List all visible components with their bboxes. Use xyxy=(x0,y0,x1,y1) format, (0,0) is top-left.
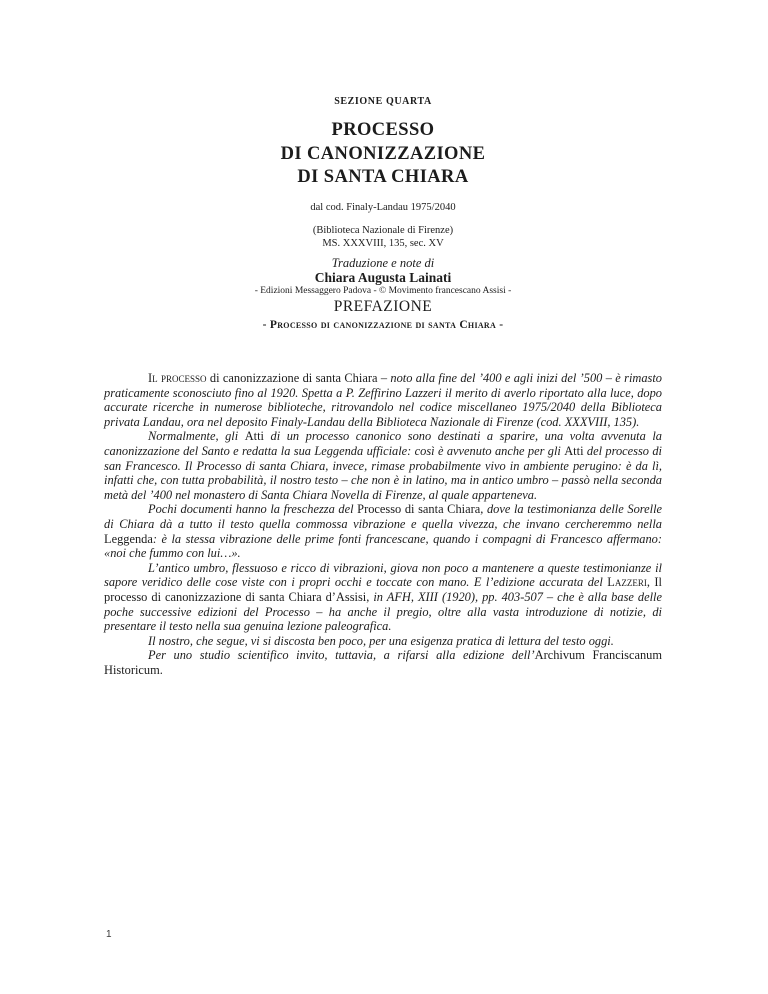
text-segment: in AFH, XIII (1920), pp. 403-507 – che è alla base delle poche successive edizioni del Processo – ha anche il pregio, oltre alla vasta introduzione di notizie, di presentare il testo nella sua genuina lezione paleografica. xyxy=(104,589,662,634)
text-segment: Atti xyxy=(244,429,264,444)
preface-paragraph xyxy=(104,634,662,649)
preface-subtitle: - Processo di canonizzazione di santa Chiara - xyxy=(262,319,504,331)
text-segment: L’antico umbro, flessuoso e ricco di vibrazioni, giova non poco a mantenere a queste testimonianze il sapore veridico delle cose viste con i propri occhi e toccate con mano. E l’edizione accurata del xyxy=(104,560,662,590)
text-segment: Pochi documenti hanno la freschezza del xyxy=(148,502,358,517)
manuscript-source: dal cod. Finaly-Landau 1975/2040 xyxy=(310,202,456,213)
preface-paragraph xyxy=(104,502,662,560)
title-line-1: PROCESSO xyxy=(331,120,435,140)
title-line-2: DI CANONIZZAZIONE xyxy=(280,143,486,164)
text-segment: : è la stessa vibrazione delle prime fonti francescane, quando i compagni di Francesco affermano: «noi che fummo con lui…». xyxy=(104,531,662,561)
text-segment: Archivum Franciscanum Historicum. xyxy=(104,648,662,677)
preface-paragraphs xyxy=(104,371,662,677)
preface-paragraph xyxy=(104,429,662,502)
text-segment: – noto alla fine del ’400 e agli inizi del ’500 – è rimasto praticamente sconosciuto fino al 1920. Spetta a P. Zeffirino Lazzeri il merito di averlo riportato alla luce, dopo accurate ricerche in numerose biblioteche, ritrovandolo nel codice miscellaneo 1975/2040 della Biblioteca privata Landau, ora nel deposito Finaly-Landau della Biblioteca Nazionale di Firenze (cod. XXXVIII, 135). xyxy=(104,371,662,429)
text-segment: , dove la testimonianza delle Sorelle di Chiara dà a tutto il testo quella commossa vibrazione e quella vivezza, che invano cercheremmo nella xyxy=(104,502,663,531)
text-segment: Normalmente, gli xyxy=(148,429,245,444)
manuscript-reference: MS. XXXVIII, 135, sec. XV xyxy=(322,238,444,249)
text-segment: Processo di santa Chiara xyxy=(357,502,481,517)
text-segment: di un processo canonico sono destinati a sparire, una volta avvenuta la canonizzazione del Santo e redatta la sua Leggenda ufficiale: così è avvenuto anche per gli xyxy=(104,429,662,458)
text-segment: del processo di san Francesco. Il Processo di santa Chiara, invece, rimase probabilmente vivo in ambiente perugino: è da lì, infatti che, con tutta probabilità, il nostro testo – che non è in latino, ma in antico umbro – passò nella seconda metà del ’400 nel monastero di Santa Chiara Novella di Firenze, al quale apparteneva. xyxy=(104,443,662,502)
translation-note: Traduzione e note di xyxy=(331,256,435,270)
library-name: (Biblioteca Nazionale di Firenze) xyxy=(312,225,454,236)
preface-paragraph xyxy=(104,648,662,677)
text-segment: Lazzeri xyxy=(607,575,647,590)
preface-title: PREFAZIONE xyxy=(333,298,433,315)
text-segment: Atti xyxy=(564,443,584,458)
text-segment: Leggenda xyxy=(104,531,153,546)
text-segment: Per uno studio scientifico invito, tuttavia, a rifarsi alla edizione dell’ xyxy=(148,648,535,663)
text-segment: Il processo xyxy=(148,371,207,385)
preface-paragraph xyxy=(104,371,662,429)
section-heading: SEZIONE QUARTA xyxy=(334,96,432,107)
text-segment: di canonizzazione di santa Chiara xyxy=(206,371,381,385)
title-line-3: DI SANTA CHIARA xyxy=(297,167,469,187)
library-block xyxy=(104,224,662,250)
translator-name: Chiara Augusta Lainati xyxy=(314,270,452,285)
text-segment: Il nostro, che segue, vi si discosta ben poco, per una esigenza pratica di lettura del testo oggi. xyxy=(148,633,614,648)
text-segment: , Il processo di canonizzazione di santa Chiara d’Assisi, xyxy=(104,575,662,604)
publisher-credit: - Edizioni Messaggero Padova - © Movimento francescano Assisi - xyxy=(254,286,512,296)
page-number: 1 xyxy=(106,929,112,940)
preface-paragraph xyxy=(104,561,662,634)
document-title xyxy=(104,119,662,190)
